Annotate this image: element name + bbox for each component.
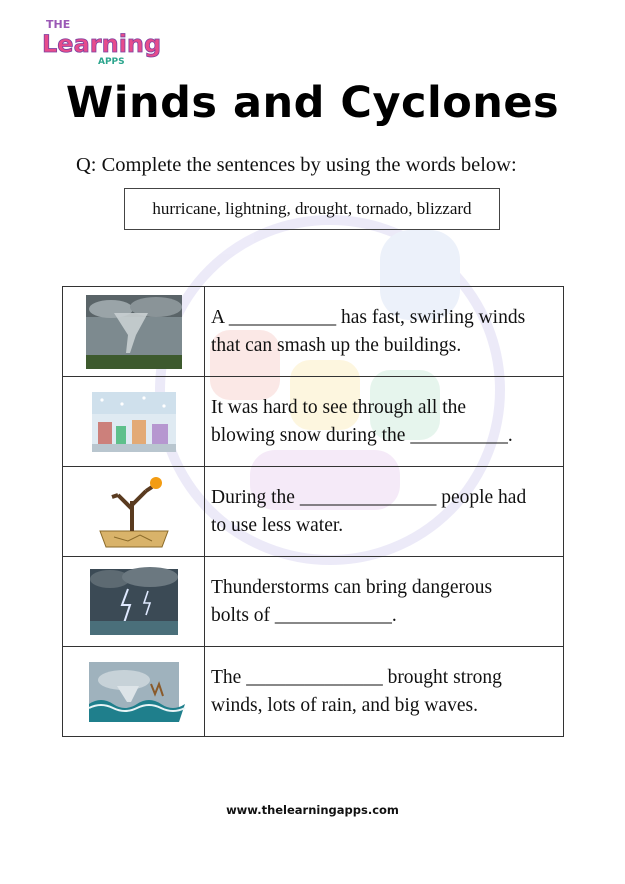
- lightning-image: [90, 569, 178, 635]
- sentence-cell: [205, 377, 564, 467]
- image-cell: [63, 557, 205, 647]
- table-row: [63, 557, 564, 647]
- sentence-cell: [205, 647, 564, 737]
- page-title: Winds and Cyclones: [65, 78, 560, 128]
- svg-text:APPS: APPS: [98, 57, 125, 67]
- image-cell: [63, 647, 205, 737]
- question-text: Q: Complete the sentences by using the words below:: [76, 154, 517, 176]
- sentence-line: Thunderstorms can bring dangerous: [211, 576, 493, 598]
- hurricane-image: [89, 662, 179, 722]
- image-cell: [63, 377, 205, 467]
- sentence-line: The ______________ brought strong: [211, 666, 502, 688]
- word-bank-box: hurricane, lightning, drought, tornado, blizzard: [124, 188, 500, 230]
- svg-text:THE: THE: [46, 18, 71, 31]
- sentence-line: that can smash up the buildings.: [211, 334, 462, 356]
- sentence-cell: [205, 557, 564, 647]
- table-row: [63, 647, 564, 737]
- image-cell: [63, 287, 205, 377]
- sentence-line: winds, lots of rain, and big waves.: [211, 694, 479, 716]
- sentence-line: to use less water.: [211, 514, 344, 536]
- sentence-cell: [205, 467, 564, 557]
- sentence-line: It was hard to see through all the: [211, 396, 467, 418]
- blizzard-image: [92, 392, 176, 452]
- tornado-image: [86, 295, 182, 369]
- sentence-line: During the ______________ people had: [211, 486, 527, 508]
- svg-text:Learning: Learning: [42, 30, 162, 58]
- footer-url: www.thelearningapps.com: [226, 803, 399, 817]
- exercise-table: [62, 286, 564, 737]
- drought-image: [94, 475, 174, 549]
- table-row: [63, 467, 564, 557]
- sentence-line: blowing snow during the __________.: [211, 424, 513, 446]
- image-cell: [63, 467, 205, 557]
- sentence-line: bolts of ____________.: [211, 604, 397, 626]
- sentence-cell: [205, 287, 564, 377]
- table-row: [63, 377, 564, 467]
- learning-apps-logo: [38, 14, 162, 67]
- sentence-line: A ___________ has fast, swirling winds: [211, 306, 526, 328]
- table-row: [63, 287, 564, 377]
